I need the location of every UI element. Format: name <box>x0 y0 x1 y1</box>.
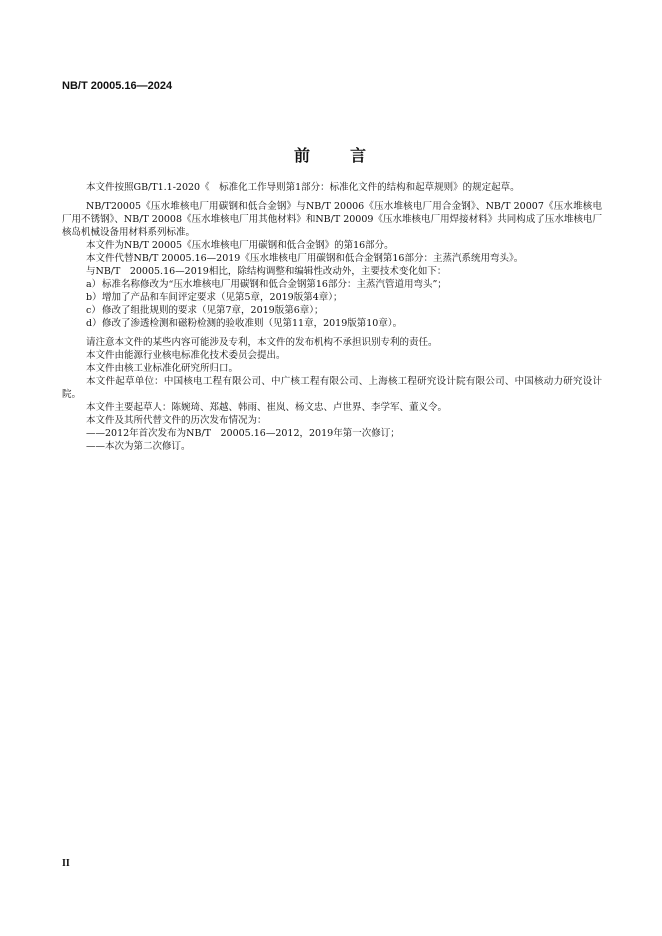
title-char-1: 前 <box>293 146 312 165</box>
paragraph-part: 本文件为NB/T 20005《压水堆核电厂用碳钢和低合金钢》的第16部分。 <box>86 240 394 251</box>
history-item: ——本次为第二次修订。 <box>86 441 191 452</box>
title-char-2: 言 <box>350 146 369 165</box>
change-item-label: b） <box>86 292 102 303</box>
change-item <box>62 278 602 291</box>
change-item-label: d） <box>86 318 102 329</box>
page-title <box>0 143 662 166</box>
paragraph-changes-intro: 与NB/T 20005.16—2019相比，除结构调整和编辑性改动外，主要技术变化如下： <box>86 266 447 277</box>
standard-code: NB/T 20005.16—2024 <box>62 80 173 92</box>
paragraph-series: NB/T20005《压水堆核电厂用碳钢和低合金钢》与NB/T 20006《压水堆核电厂用合金钢》、NB/T 20007《压水堆核电厂用不锈钢》、NB/T 20008《压水堆核电厂用其他材料》和NB/T 20009《压水堆核电厂用焊接材料》共同构成了压水堆核电厂核岛机械设备用材料系列标准。 <box>62 201 602 238</box>
paragraph-drafting-units: 本文件起草单位：中国核电工程有限公司、中广核工程有限公司、上海核工程研究设计院有限公司、中国核动力研究设计院。 <box>62 376 602 400</box>
page-number: II <box>62 858 70 869</box>
paragraph-replaces: 本文件代替NB/T 20005.16—2019《压水堆核电厂用碳钢和低合金钢第16部分：主蒸汽系统用弯头》。 <box>86 253 524 264</box>
paragraph-drafters: 本文件主要起草人：陈婉琦、郑越、韩雨、崔岚、杨文忠、卢世界、李学军、董义令。 <box>86 402 448 413</box>
paragraph-proposer: 本文件由能源行业核电标准化技术委员会提出。 <box>86 350 286 361</box>
change-item <box>62 291 602 304</box>
paragraph-patent: 请注意本文件的某些内容可能涉及专利，本文件的发布机构不承担识别专利的责任。 <box>86 337 438 348</box>
change-item <box>62 304 602 317</box>
paragraph-administrator: 本文件由核工业标准化研究所归口。 <box>86 363 239 374</box>
change-item-label: c） <box>86 305 101 316</box>
change-item-text: 修改了渗透检测和磁粉检测的验收准则（见第11章，2019版第10章）。 <box>102 318 403 329</box>
change-item-text: 增加了产品和车间评定要求（见第5章，2019版第4章）； <box>102 292 343 303</box>
change-item-text: 标准名称修改为“压水堆核电厂用碳钢和低合金钢第16部分：主蒸汽管道用弯头”； <box>102 279 447 290</box>
paragraph-history-intro: 本文件及其所代替文件的历次发布情况为： <box>86 415 267 426</box>
change-item-text: 修改了组批规则的要求（见第7章，2019版第6章）； <box>102 305 324 316</box>
paragraph-basis: 本文件按照GB/T1.1-2020《 标准化工作导则第1部分：标准化文件的结构和起草规则》的规定起草。 <box>86 182 520 193</box>
change-item-label: a） <box>86 279 102 290</box>
foreword-body <box>62 181 602 453</box>
change-item <box>62 317 602 330</box>
history-item: ——2012年首次发布为NB/T 20005.16—2012，2019年第一次修订； <box>86 428 400 439</box>
